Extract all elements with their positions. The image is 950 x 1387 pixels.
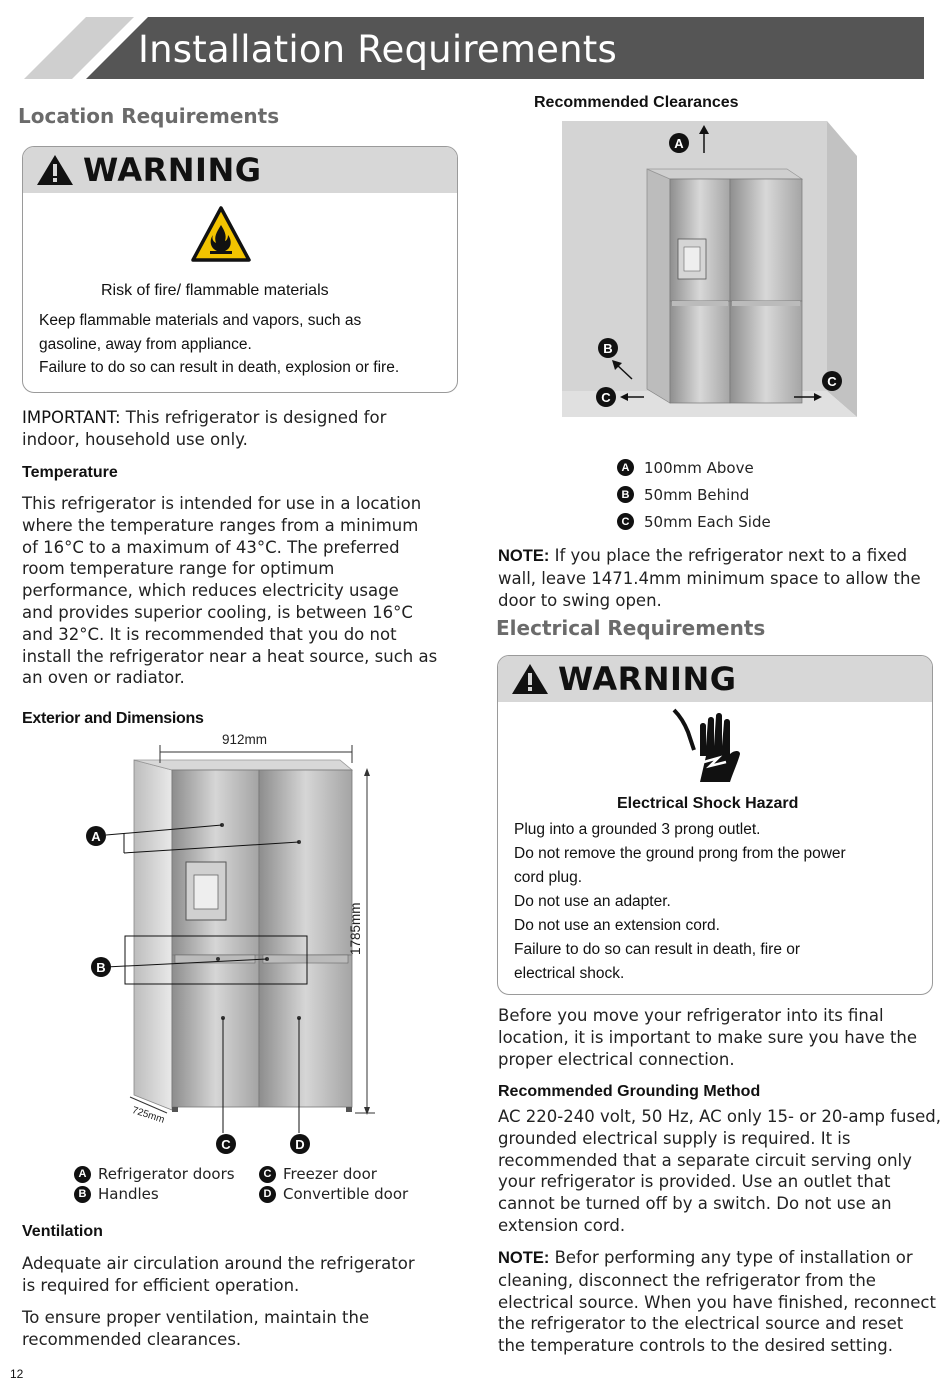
warning-line: Do not use an adapter. <box>514 893 671 910</box>
clearance-marker-b: B <box>598 338 618 358</box>
legend-item: C Freezer door <box>259 1164 408 1184</box>
important-note: IMPORTANT: This refrigerator is designed for indoor, household use only. <box>22 408 387 449</box>
warning-header <box>498 656 932 702</box>
legend-item: A 100mm Above <box>617 454 771 481</box>
note-label: NOTE: <box>498 547 550 565</box>
page-number: 12 <box>10 1367 24 1381</box>
warning-line: Keep flammable materials and vapors, such as <box>39 312 362 329</box>
page-title: Installation Requirements <box>138 28 617 71</box>
fire-warning-text <box>39 309 399 380</box>
location-heading: Location Requirements <box>18 104 280 128</box>
fire-hazard-icon <box>190 205 252 263</box>
exterior-heading: Exterior and Dimensions <box>22 710 204 727</box>
marker-c: C <box>216 1134 236 1154</box>
temperature-heading: Temperature <box>22 464 118 481</box>
clearances-legend <box>617 454 771 535</box>
warning-triangle-icon <box>510 662 550 696</box>
grounding-heading: Recommended Grounding Method <box>498 1083 761 1100</box>
warning-header <box>23 147 457 193</box>
legend-item: B 50mm Behind <box>617 481 771 508</box>
clearance-marker-a: A <box>669 133 689 153</box>
clearance-marker-c-left: C <box>596 387 616 407</box>
height-dimension-label: 1785mm <box>348 902 363 955</box>
exterior-legend-2 <box>259 1164 408 1204</box>
clearances-heading: Recommended Clearances <box>534 94 739 111</box>
electrical-heading: Electrical Requirements <box>496 616 766 640</box>
fire-warning-caption: Risk of fire/ flammable materials <box>101 282 329 299</box>
warning-line: electrical shock. <box>514 965 625 982</box>
note-label: NOTE: <box>498 1249 550 1267</box>
warning-line: Failure to do so can result in death, explosion or fire. <box>39 359 400 376</box>
ventilation-paragraph-1: Adequate air circulation around the refrigerator is required for efficient operation. <box>22 1254 415 1295</box>
warning-triangle-icon <box>35 153 75 187</box>
warning-line: Do not remove the ground prong from the power <box>514 845 846 862</box>
shock-warning-caption: Electrical Shock Hazard <box>617 795 799 812</box>
warning-label: WARNING <box>83 151 262 189</box>
warning-line: gasoline, away from appliance. <box>39 335 252 353</box>
legend-item: C 50mm Each Side <box>617 508 771 535</box>
clearances-diagram <box>562 121 857 417</box>
shock-warning-text <box>514 818 846 986</box>
legend-item: A Refrigerator doors <box>74 1164 235 1184</box>
important-label: IMPORTANT: <box>22 408 121 427</box>
warning-line: Failure to do so can result in death, fire or <box>514 941 801 958</box>
warning-line: cord plug. <box>514 869 583 886</box>
marker-a: A <box>86 826 106 846</box>
width-dimension-label: 912mm <box>222 732 268 747</box>
electric-shock-hand-icon <box>670 706 746 784</box>
ventilation-paragraph-2: To ensure proper ventilation, maintain the recommended clearances. <box>22 1308 370 1349</box>
legend-item: B Handles <box>74 1184 235 1204</box>
legend-item: D Convertible door <box>259 1184 408 1204</box>
ventilation-heading: Ventilation <box>22 1223 103 1240</box>
warning-label: WARNING <box>558 660 737 698</box>
marker-d: D <box>290 1134 310 1154</box>
clearance-marker-c-right: C <box>822 371 842 391</box>
grounding-paragraph: AC 220-240 volt, 50 Hz, AC only 15- or 20-amp fused, grounded electrical supply is required. It is recommended that a separate circuit serving only your refrigerator is provided. Use an outlet that cannot be turned off by a switch. Do not use an extension cord. <box>498 1107 941 1235</box>
disconnect-note: NOTE: Befor performing any type of installation or cleaning, disconnect the refrigerator from the electrical source. When you have finished, reconnect the refrigerator to the electrical source and reset the temperature controls to the desired setting. <box>498 1248 936 1356</box>
warning-line: Do not use an extension cord. <box>514 917 720 934</box>
electrical-intro: Before you move your refrigerator into its final location, it is important to make sure you have the proper electrical connection. <box>498 1006 918 1069</box>
marker-b: B <box>91 957 111 977</box>
door-swing-note: NOTE: If you place the refrigerator next to a fixed wall, leave 1471.4mm minimum space to allow the door to swing open. <box>498 546 921 610</box>
warning-line: Plug into a grounded 3 prong outlet. <box>514 821 761 838</box>
exterior-legend <box>74 1164 235 1204</box>
temperature-paragraph: This refrigerator is intended for use in a location where the temperature ranges from a minimum of 16°C to a maximum of 43°C. The preferred room temperature range for optimum performance, which reduces electricity usage and provides superior cooling, is between 16°C and 32°C. It is recommended that you do not install the refrigerator near a heat source, such as an oven or radiator. <box>22 494 438 688</box>
depth-dimension-label: 725mm <box>130 1105 166 1126</box>
